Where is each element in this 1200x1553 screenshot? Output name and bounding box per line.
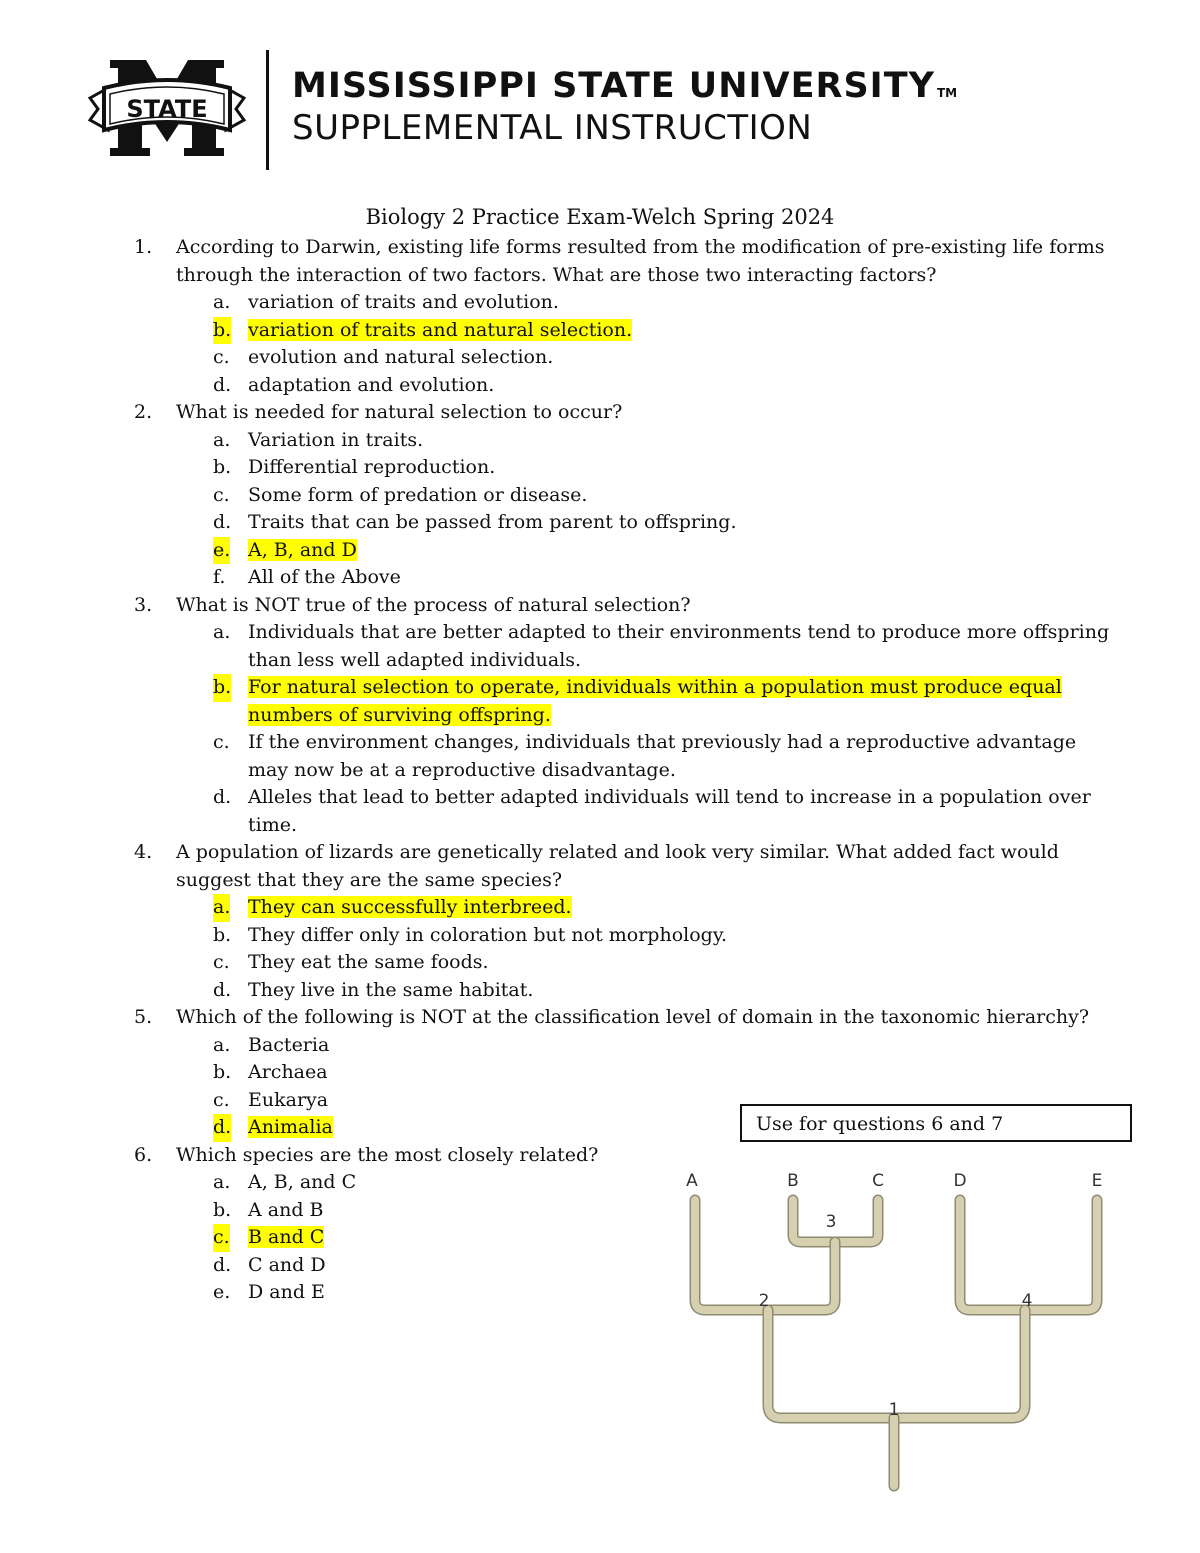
option-letter: a. (213, 894, 230, 922)
option-letter: b. (213, 456, 232, 478)
option-text: Traits that can be passed from parent to offspring. (248, 511, 737, 533)
option-letter: d. (213, 786, 232, 808)
option-letter: b. (213, 317, 231, 345)
question-number: 6. (134, 1143, 153, 1166)
phylogenetic-tree (660, 1100, 1160, 1520)
option-letter: d. (213, 1114, 231, 1142)
option-text: They can successfully interbreed. (248, 896, 572, 918)
answer-option (213, 729, 1114, 784)
option-letter: c. (213, 951, 230, 973)
option-text: adaptation and evolution. (248, 373, 495, 396)
page-title: Biology 2 Practice Exam-Welch Spring 2024 (365, 205, 835, 229)
phylogenetic-tree-figure (660, 1100, 1160, 1520)
question-number: 1. (134, 236, 153, 258)
answer-options (213, 619, 1114, 839)
header-divider (266, 50, 269, 170)
option-letter: a. (213, 621, 231, 643)
question-text: What is needed for natural selection to occur? (176, 401, 623, 423)
question-4 (134, 839, 1114, 1004)
option-text: A and B (248, 1198, 324, 1221)
option-letter: c. (213, 483, 230, 506)
node-label-1: 1 (888, 1400, 900, 1420)
node-label-2: 2 (758, 1291, 770, 1311)
msu-logo (88, 58, 246, 158)
tip-label-d: D (953, 1171, 967, 1191)
question-number: 3. (134, 593, 153, 616)
logo-lettering: STATE (126, 95, 208, 123)
option-letter: e. (213, 537, 230, 565)
option-letter: b. (213, 923, 232, 946)
question-text: According to Darwin, existing life forms resulted from the modification of pre-existing life forms through the interaction of two factors. What are those two interacting factors? (176, 236, 1105, 286)
option-letter: a. (213, 428, 231, 451)
option-text: They live in the same habitat. (248, 978, 534, 1001)
option-text: Individuals that are better adapted to their environments tend to produce more offspring than less well adapted individuals. (248, 621, 1110, 671)
option-text: Bacteria (248, 1033, 330, 1056)
option-text: Variation in traits. (248, 428, 424, 451)
answer-option (213, 949, 1114, 977)
option-text: A, B, and D (248, 538, 357, 561)
answer-option-highlighted (213, 317, 1114, 345)
option-letter: c. (213, 1224, 230, 1252)
answer-option (213, 372, 1114, 400)
option-letter: f. (213, 566, 226, 588)
question-number: 5. (134, 1006, 153, 1028)
university-name-text: MISSISSIPPI STATE UNIVERSITY (292, 66, 935, 106)
option-letter: d. (213, 1253, 232, 1276)
answer-option-highlighted (213, 894, 1114, 922)
question-1 (134, 234, 1114, 399)
option-text: Some form of predation or disease. (248, 483, 588, 506)
answer-option (213, 922, 1114, 950)
option-text: B and C (248, 1226, 325, 1248)
header (0, 0, 1200, 180)
answer-option (213, 344, 1114, 372)
tip-label-c: C (872, 1171, 884, 1191)
option-letter: a. (213, 1033, 231, 1056)
option-text: Alleles that lead to better adapted individuals will tend to increase in a population over time. (248, 786, 1091, 836)
question-text: Which of the following is NOT at the classification level of domain in the taxonomic hierarchy? (176, 1006, 1090, 1028)
answer-option (213, 977, 1114, 1005)
option-text: C and D (248, 1253, 326, 1276)
option-letter: c. (213, 346, 230, 368)
option-text: Differential reproduction. (248, 456, 496, 478)
option-text: Archaea (248, 1061, 328, 1083)
option-text: Animalia (248, 1116, 333, 1138)
option-letter: d. (213, 511, 232, 533)
option-letter: c. (213, 731, 230, 753)
question-text: What is NOT true of the process of natural selection? (176, 593, 691, 616)
figure-caption-box: Use for questions 6 and 7 (740, 1104, 1132, 1142)
answer-option (213, 454, 1114, 482)
option-letter: b. (213, 674, 231, 702)
answer-option (213, 289, 1114, 317)
answer-option (213, 784, 1114, 839)
answer-option (213, 1059, 1114, 1087)
answer-option-highlighted (213, 674, 1114, 729)
answer-option (213, 482, 1114, 510)
option-letter: b. (213, 1198, 232, 1221)
option-text: variation of traits and evolution. (248, 291, 559, 313)
option-letter: a. (213, 1171, 231, 1193)
question-text: Which species are the most closely related? (176, 1143, 599, 1166)
answer-option (213, 619, 1114, 674)
answer-option (213, 427, 1114, 455)
option-text: All of the Above (248, 566, 401, 588)
option-text: D and E (248, 1281, 325, 1303)
university-name (292, 66, 957, 106)
node-label-3: 3 (825, 1212, 837, 1232)
option-letter: d. (213, 373, 232, 396)
option-text: variation of traits and natural selection. (248, 318, 633, 341)
program-name: SUPPLEMENTAL INSTRUCTION (292, 108, 813, 148)
option-letter: b. (213, 1061, 232, 1083)
option-text: They eat the same foods. (248, 951, 489, 973)
answer-option (213, 564, 1114, 592)
answer-option (213, 509, 1114, 537)
trademark-mark: TM (936, 86, 958, 100)
option-text: evolution and natural selection. (248, 346, 554, 368)
option-text: They differ only in coloration but not morphology. (248, 923, 728, 946)
question-text: A population of lizards are genetically related and look very similar. What added fact would suggest that they are the same species? (176, 841, 1059, 891)
answer-option-highlighted (213, 537, 1114, 565)
option-letter: c. (213, 1088, 230, 1111)
node-label-4: 4 (1021, 1291, 1033, 1311)
answer-option (213, 1032, 1114, 1060)
option-letter: d. (213, 978, 232, 1001)
answer-options (213, 427, 1114, 592)
question-3 (134, 592, 1114, 840)
answer-options (213, 289, 1114, 399)
tip-label-a: A (686, 1171, 698, 1191)
tip-label-b: B (787, 1171, 799, 1191)
answer-options (213, 894, 1114, 1004)
option-text: A, B, and C (248, 1171, 357, 1193)
option-text: For natural selection to operate, individuals within a population must produce equal numbers of surviving offspring. (248, 676, 1062, 726)
option-text: If the environment changes, individuals that previously had a reproductive advantage may now be at a reproductive disadvantage. (248, 731, 1077, 781)
question-2 (134, 399, 1114, 592)
option-letter: a. (213, 291, 231, 313)
option-letter: e. (213, 1281, 231, 1303)
option-text: Eukarya (248, 1088, 329, 1111)
question-number: 2. (134, 401, 153, 423)
question-number: 4. (134, 841, 153, 863)
tip-label-e: E (1091, 1171, 1103, 1191)
